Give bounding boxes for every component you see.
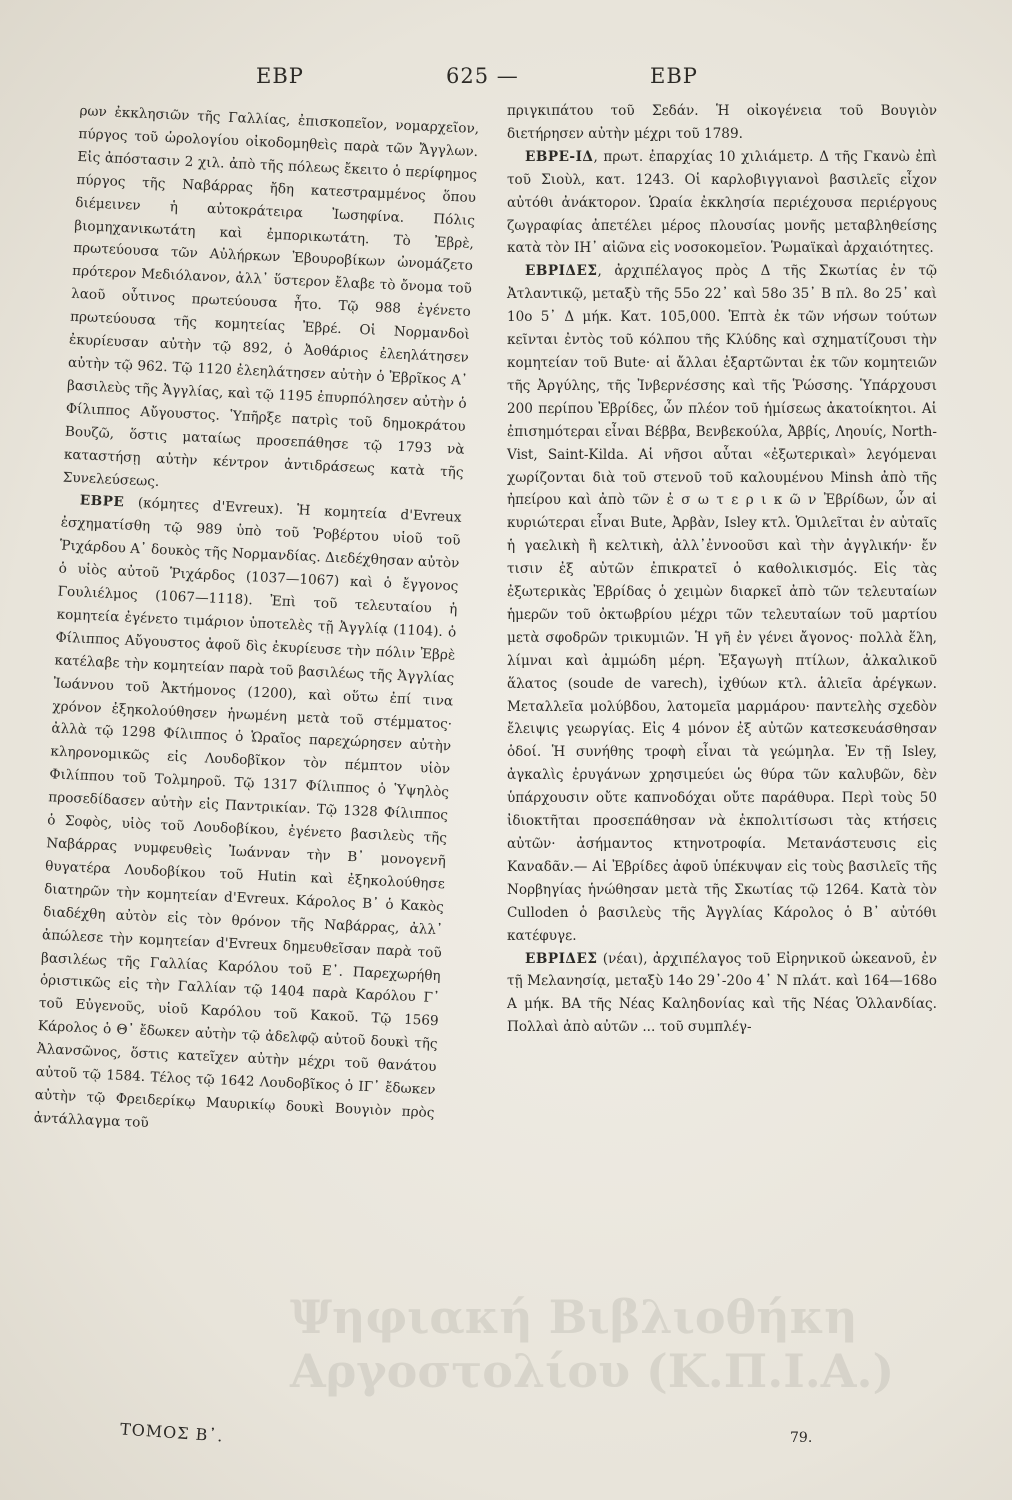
watermark-line: Αργοστολίου (Κ.Π.Ι.Α.) [290, 1344, 895, 1398]
library-watermark [290, 1290, 990, 1398]
entry-text: , πρωτ. ἐπαρχίας 10 χιλιάμετρ. Δ τῆς Γκανὼ ἐπὶ τοῦ Σιοὺλ, κατ. 1243. Οἱ καρλοβιγγιανοὶ βασιλεῖς εἶχον αὐτόθι ἀνάκτορον. Ὡραία ἐκκλησία περιέχουσα περιέργους ζωγραφίας ἀπετέλει μέρος πλουσίας μονῆς μεταβληθείσης κατὰ τὸν ΙΗ᾽ αἰῶνα εἰς νοσοκομεῖον. Ῥωμαϊκαὶ ἀρχαιότητες. [507, 148, 937, 257]
dictionary-entry [507, 146, 937, 261]
paragraph-text: πριγκιπάτου τοῦ Σεδάν. Ἡ οἰκογένεια τοῦ Βουγιὸν διετήρησεν αὐτὴν μέχρι τοῦ 1789. [507, 103, 937, 142]
volume-label: ΤΟΜΟΣ Β᾽. [119, 1419, 225, 1446]
text-paragraph [62, 100, 479, 507]
entry-headword: ΕΒΡΕ [79, 492, 125, 511]
watermark-line: Ψηφιακή Βιβλιοθήκη [290, 1290, 858, 1344]
header-page-number: 625 — [446, 64, 519, 88]
dictionary-entry [33, 489, 462, 1148]
header-left-keyword: ΕΒΡ [256, 64, 304, 88]
page-header [60, 64, 940, 94]
entry-text: , ἀρχιπέλαγος πρὸς Δ τῆς Σκωτίας ἐν τῷ Ἀτλαντικῷ, μεταξὺ τῆς 55ο 22᾽ καὶ 58ο 35᾽ Β πλ. 8ο 25᾽ καὶ 10ο 5᾽ Δ μήκ. Κατ. 105,000. Ἑπτὰ ἐκ τῶν νήσων τούτων κεῖνται ἐντὸς τοῦ κόλπου τῆς Κλύδης καὶ σχηματίζουσι τὴν κομητείαν τοῦ Bute· αἱ ἄλλαι ἐξαρτῶνται ἐκ τῶν κομητειῶν τῆς Ἀργύλης, τῆς Ἰνβερνέσσης καὶ τῆς Ῥώσσης. Ὑπάρχουσι 200 περίπου Ἐβρίδες, ὧν πλέον τοῦ ἡμίσεως ἀκατοίκητοι. Αἱ ἐπισημότεραι εἶναι Βέββα, Βενβεκούλα, Ἀββίς, Ληουίς, North-Vist, Saint-Kilda. Αἱ νῆσοι αὗται «ἐξωτερικαὶ» λεγόμεναι χωρίζονται διὰ τοῦ στενοῦ τοῦ καλουμένου Minsh ἀπὸ τῆς ἠπείρου καὶ ἀπὸ τῶν ἐ σ ω τ ε ρ ι κ ῶ ν Ἐβρίδων, ὧν αἱ κυριώτεραι εἶναι Bute, Ἀρβὰν, Isley κτλ. Ὁμιλεῖται ἐν αὐταῖς ἡ γαελικὴ ἢ κελτικὴ, ἀλλ᾽ἐννοοῦσι καὶ τὴν ἀγγλικήν· ἔν τισιν ἐξ αὐτῶν ἐπικρατεῖ ὁ καθολικισμός. Εἰς τὰς ἐξωτερικὰς Ἐβρίδας ὁ χειμὼν διαρκεῖ ἀπὸ τῶν τελευταίων ἡμερῶν τοῦ ὀκτωβρίου μέχρι τῶν τελευταίων τοῦ μαρτίου μετὰ σφοδρῶν τρικυμιῶν. Ἡ γῆ ἐν γένει ἄγονος· πολλὰ ἕλη, λίμναι καὶ ἀμμώδη μέρη. Ἐξαγωγὴ πτίλων, ἀλκαλικοῦ ἅλατος (soude de varech), ἰχθύων κτλ. ἁλιεῖα ἀρέγκων. Μεταλλεῖα μολύβδου, λατομεῖα μαρμάρου· παντελὴς σχεδὸν ἔλειψις γεωργίας. Εἰς 4 μόνον ἐξ αὐτῶν κατεσκευάσθησαν ὁδοί. Ἡ συνήθης τροφὴ εἶναι τὰ γεώμηλα. Ἐν τῇ Isley, ἀγκαλὶς ἐρυγάνων χρησιμεύει ὡς θύρα τῶν καλυβῶν, δὲν ὑπάρχουσιν οὔτε καπνοδόχαι οὔτε παράθυρα. Περὶ τοὺς 50 ἰδιοκτῆται προσεπάθησαν νὰ ἐκπολιτίσωσι τὰς κτήσεις αὐτῶν· ἀσήμαντος κτηνοτροφία. Μετανάστευσις εἰς Καναδᾶν.— Αἱ Ἐβρίδες ἀφοῦ ὑπέκυψαν εἰς τοὺς βασιλεῖς τῆς Νορβηγίας ἡνώθησαν μετὰ τῆς Σκωτίας τῷ 1264. Κατὰ τὸν Culloden ὁ βασιλεὺς τῆς Ἀγγλίας Κάρολος ὁ Β᾽ αὐτόθι κατέφυγε. [507, 263, 937, 944]
header-right-keyword: ΕΒΡ [650, 64, 698, 88]
entry-headword: ΕΒΡΕ-ΙΔ [525, 148, 594, 165]
entry-headword: ΕΒΡΙΔΕΣ [525, 950, 598, 967]
entry-text: (κόμητες d'Evreux). Ἡ κομητεία d'Evreux ἐσχηματίσθη τῷ 989 ὑπὸ τοῦ Ῥοβέρτου υἱοῦ τοῦ Ῥιχάρδου Α᾽ δουκὸς τῆς Νορμανδίας. Διεδέχθησαν αὐτὸν ὁ υἱὸς αὐτοῦ Ῥιχάρδος (1037—1067) καὶ ὁ ἔγγονος Γουλιέλμος (1067—1118). Ἐπὶ τοῦ τελευταίου ἡ κομητεία ἐγένετο τιμάριον ὑποτελὲς τῇ Ἀγγλίᾳ (1104). ὁ Φίλιππος Αὔγουστος ἀφοῦ δὶς ἐκυρίευσε τὴν πόλιν Ἐβρὲ κατέλαβε τὴν κομητείαν παρὰ τοῦ βασιλέως τῆς Ἀγγλίας Ἰωάννου τοῦ Ἀκτήμονος (1200), καὶ οὕτω ἐπί τινα χρόνον ἐξηκολούθησεν ἡνωμένη μετὰ τοῦ στέμματος· ἀλλὰ τῷ 1298 Φίλιππος ὁ Ὡραῖος παρεχώρησεν αὐτὴν κληρονομικῶς εἰς Λουδοβῖκον τὸν πέμπτον υἱὸν Φιλίππου τοῦ Τολμηροῦ. Τῷ 1317 Φίλιππος ὁ Ὑψηλὸς προσεδίδασεν αὐτὴν εἰς Παντρικίαν. Τῷ 1328 Φίλιππος ὁ Σοφὸς, υἱὸς τοῦ Λουδοβίκου, ἐγένετο βασιλεὺς τῆς Ναβάρρας νυμφευθεὶς Ἰωάνναν τὴν Β᾽ μονογενῆ θυγατέρα Λουδοβίκου τοῦ Hutin καὶ ἐξηκολούθησε διατηρῶν τὴν κομητείαν d'Evreux. Κάρολος Β᾽ ὁ Κακὸς διαδέχθη αὐτὸν εἰς τὸν θρόνον τῆς Ναβάρρας, ἀλλ᾽ ἀπώλεσε τὴν κομητείαν d'Evreux δημευθεῖσαν παρὰ τοῦ βασιλέως τῆς Γαλλίας Καρόλου τοῦ Ε᾽. Παρεχωρήθη ὁριστικῶς εἰς τὴν Γαλλίαν τῷ 1404 παρὰ Καρόλου Γ᾽ τοῦ Εὐγενοῦς, υἱοῦ Καρόλου τοῦ Κακοῦ. Τῷ 1569 Κάρολος ὁ Θ᾽ ἔδωκεν αὐτὴν τῷ ἀδελφῷ αὐτοῦ δουκὶ τῆς Ἀλανσῶνος, ὅστις κατεῖχεν αὐτὴν μέχρι τοῦ θανάτου αὐτοῦ τῷ 1584. Τέλος τῷ 1642 Λουδοβῖκος ὁ ΙΓ᾽ ἔδωκεν αὐτὴν τῷ Φρειδερίκῳ Μαυρικίῳ δουκὶ Βουγιὸν πρὸς ἀντάλλαγμα τοῦ [33, 494, 462, 1132]
dictionary-entry [507, 260, 937, 947]
right-column [507, 100, 937, 1039]
sheet-number: 79. [790, 1430, 813, 1446]
left-column [33, 100, 479, 1148]
entry-text: (νέαι), ἀρχιπέλαγος τοῦ Εἰρηνικοῦ ὠκεανοῦ, ἐν τῇ Μελανησίᾳ, μεταξὺ 14ο 29᾽-20ο 4᾽ Ν πλάτ. καὶ 164—168ο Α μήκ. ΒΑ τῆς Νέας Καληδονίας καὶ τῆς Νέας Ὁλλανδίας. Πολλαὶ ἀπὸ αὐτῶν ... τοῦ συμπλέγ- [507, 950, 937, 1036]
entry-headword: ΕΒΡΙΔΕΣ [525, 263, 598, 280]
dictionary-entry [507, 948, 937, 1040]
text-paragraph [507, 100, 937, 146]
paragraph-text: ρων ἐκκλησιῶν τῆς Γαλλίας, ἐπισκοπεῖον, νομαρχεῖον, πύργος τοῦ ὡρολογίου οἰκοδομηθεὶς παρὰ τῶν Ἄγγλων. Εἰς ἀπόστασιν 2 χιλ. ἀπὸ τῆς πόλεως ἔκειτο ὁ περίφημος πύργος τῆς Ναβάρρας ἤδη κατεστραμμένος ὅπου διέμεινεν ἡ αὐτοκράτειρα Ἰωσηφίνα. Πόλις βιομηχανικωτάτη καὶ ἐμπορικωτάτη. Τὸ Ἐβρὲ, πρωτεύουσα τῶν Αὐλήρκων Ἐβουροβίκων ὠνομάζετο πρότερον Μεδιόλανον, ἀλλ᾽ ὕστερον ἔλαβε τὸ ὄνομα τοῦ λαοῦ οὗτινος πρωτεύουσα ἦτο. Τῷ 988 ἐγένετο πρωτεύουσα τῆς κομητείας Ἐβρέ. Οἱ Νορμανδοὶ ἐκυρίευσαν αὐτὴν τῷ 892, ὁ Ἀοθάριος ἐλεηλάτησεν αὐτὴν τῷ 962. Τῷ 1120 ἐλεηλάτησεν αὐτὴν ὁ Ἐβρῖκος Α᾽ βασιλεὺς τῆς Ἀγγλίας, καὶ τῷ 1195 ἐπυρπόλησεν αὐτὴν ὁ Φίλιππος Αὔγουστος. Ὑπῆρξε πατρὶς τοῦ δημοκράτου Βουζῶ, ὅστις ματαίως προσεπάθησε τῷ 1793 νὰ καταστήσῃ αὐτὴν κέντρον ἀντιδράσεως κατὰ τῆς Συνελεύσεως. [62, 102, 480, 490]
